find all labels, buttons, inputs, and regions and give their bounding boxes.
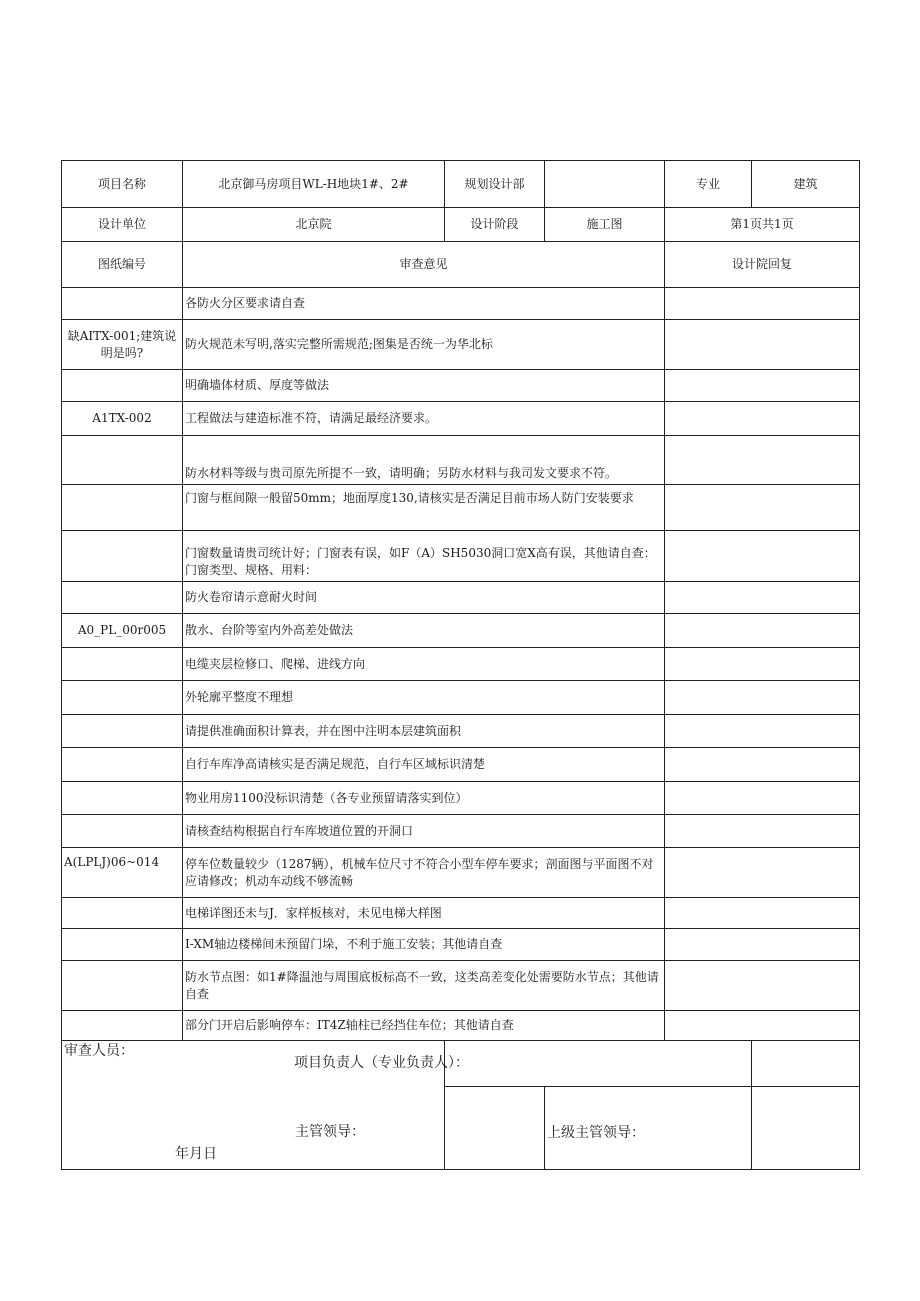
drawing-no-cell	[62, 681, 183, 715]
table-row	[62, 929, 860, 961]
signature-row-1	[62, 1041, 860, 1087]
table-row	[62, 402, 860, 436]
drawing-no-cell	[62, 485, 183, 531]
table-row	[62, 370, 860, 402]
drawing-no-cell	[62, 898, 183, 929]
reply-cell	[665, 531, 860, 582]
dept-label: 规划设计部	[445, 161, 545, 208]
drawing-no-cell	[62, 370, 183, 402]
reply-cell	[665, 929, 860, 961]
reply-cell	[665, 320, 860, 370]
design-unit-value: 北京院	[183, 208, 445, 242]
reviewer-label: 审查人员：	[64, 1043, 134, 1059]
col-reply: 设计院回复	[665, 242, 860, 288]
table-row	[62, 898, 860, 929]
drawing-no-cell: A0_PL_00r005	[62, 614, 183, 648]
design-review-table	[61, 160, 860, 1170]
drawing-no-cell	[62, 436, 183, 485]
opinion-cell: 门窗数量请贵司统计好；门窗表有误，如F（A）SH5030洞口宽X高有误，其他请自查：门窗类型、规格、用料：	[183, 531, 665, 582]
table-row	[62, 436, 860, 485]
opinion-cell: 防水节点图：如1#降温池与周围底板标高不一致，这类高差变化处需要防水节点；其他请自查	[183, 961, 665, 1011]
drawing-no-cell: A1TX-002	[62, 402, 183, 436]
opinion-cell: 物业用房1100没标识清楚（各专业预留请落实到位）	[183, 782, 665, 815]
opinion-cell: 部分门开启后影响停车：IT4Z轴柱已经挡住车位；其他请自查	[183, 1011, 665, 1041]
reply-cell	[665, 485, 860, 531]
project-lead-label: 项目负责人（专业负责人）：	[294, 1055, 469, 1071]
col-drawing-no: 图纸编号	[62, 242, 183, 288]
reply-cell	[665, 436, 860, 485]
opinion-cell: 外轮廓平整度不理想	[183, 681, 665, 715]
table-row	[62, 288, 860, 320]
opinion-cell: 工程做法与建造标准不符，请满足最经济要求。	[183, 402, 665, 436]
header-row-project	[62, 161, 860, 208]
opinion-cell: I-XM轴边楼梯间未预留门垛，不利于施工安装；其他请自查	[183, 929, 665, 961]
reply-cell	[665, 288, 860, 320]
discipline-label: 专业	[665, 161, 752, 208]
signature-box-2	[752, 1087, 860, 1170]
drawing-no-cell	[62, 582, 183, 614]
opinion-cell: 电梯详图还未与J．家样板核对，未见电梯大样图	[183, 898, 665, 929]
opinion-cell: 防火规范未写明,落实完整所需规范;图集是否统一为华北标	[183, 320, 665, 370]
opinion-cell: 停车位数量较少（1287辆），机械车位尺寸不符合小型车停车要求；剖面图与平面图不对应请修改；机动车动线不够流畅	[183, 848, 665, 898]
discipline-value: 建筑	[752, 161, 860, 208]
table-row	[62, 782, 860, 815]
reply-cell	[665, 648, 860, 681]
reply-cell	[665, 681, 860, 715]
table-row	[62, 1011, 860, 1041]
reply-cell	[665, 848, 860, 898]
table-row	[62, 320, 860, 370]
opinion-cell: 请提供准确面积计算表，并在图中注明本层建筑面积	[183, 715, 665, 748]
reply-cell	[665, 815, 860, 848]
table-row	[62, 848, 860, 898]
drawing-no-cell	[62, 782, 183, 815]
reply-cell	[665, 582, 860, 614]
drawing-no-cell	[62, 1011, 183, 1041]
opinion-cell: 明确墙体材质、厚度等做法	[183, 370, 665, 402]
project-name-label: 项目名称	[62, 161, 183, 208]
opinion-cell: 电缆夹层检修口、爬梯、进线方向	[183, 648, 665, 681]
opinion-cell: 请核查结构根据自行车库坡道位置的开洞口	[183, 815, 665, 848]
table-row	[62, 531, 860, 582]
col-review-opinion: 审查意见	[183, 242, 665, 288]
table-row	[62, 648, 860, 681]
project-lead-signature	[445, 1041, 752, 1087]
reviewer-section	[62, 1041, 469, 1170]
drawing-no-cell	[62, 815, 183, 848]
design-stage-label: 设计阶段	[445, 208, 545, 242]
table-row	[62, 582, 860, 614]
reply-cell	[665, 402, 860, 436]
page-info: 第1页共1页	[665, 208, 860, 242]
drawing-no-cell: A(LPLJ)06~014	[62, 848, 183, 898]
table-row	[62, 681, 860, 715]
table-row	[62, 961, 860, 1011]
drawing-no-cell	[62, 929, 183, 961]
supervisor-label: 主管领导：	[295, 1124, 365, 1140]
design-unit-label: 设计单位	[62, 208, 183, 242]
reply-cell	[665, 1011, 860, 1041]
design-stage-value: 施工图	[545, 208, 665, 242]
date-label: 年月日	[175, 1146, 217, 1162]
reply-cell	[665, 715, 860, 748]
project-name-value: 北京御马房项目WL-H地块1#、2#	[183, 161, 445, 208]
drawing-no-cell	[62, 961, 183, 1011]
senior-supervisor-cell	[545, 1087, 752, 1170]
drawing-no-cell	[62, 288, 183, 320]
header-row-unit	[62, 208, 860, 242]
senior-supervisor-label: 上级主管领导：	[547, 1124, 645, 1141]
opinion-cell: 门窗与框间隙一般留50mm；地面厚度130,请核实是否满足目前市场人防门安装要求	[183, 485, 665, 531]
column-header-row	[62, 242, 860, 288]
table-row	[62, 815, 860, 848]
drawing-no-cell: 缺AITX-001;建筑说明是吗?	[62, 320, 183, 370]
dept-value	[545, 161, 665, 208]
reply-cell	[665, 961, 860, 1011]
reply-cell	[665, 614, 860, 648]
opinion-cell: 各防火分区要求请自查	[183, 288, 665, 320]
opinion-cell: 自行车库净高请核实是否满足规范，自行车区域标识清楚	[183, 748, 665, 782]
drawing-no-cell	[62, 531, 183, 582]
drawing-no-cell	[62, 715, 183, 748]
drawing-no-cell	[62, 748, 183, 782]
reply-cell	[665, 782, 860, 815]
opinion-cell: 散水、台阶等室内外高差处做法	[183, 614, 665, 648]
table-row	[62, 748, 860, 782]
table-row	[62, 485, 860, 531]
reply-cell	[665, 748, 860, 782]
opinion-cell: 防火卷帘请示意耐火时间	[183, 582, 665, 614]
supervisor-cell	[445, 1087, 545, 1170]
signature-box-1	[752, 1041, 860, 1087]
opinion-cell: 防水材料等级与贵司原先所提不一致，请明确；另防水材料与我司发文要求不符。	[183, 436, 665, 485]
reply-cell	[665, 370, 860, 402]
table-row	[62, 614, 860, 648]
drawing-no-cell	[62, 648, 183, 681]
reply-cell	[665, 898, 860, 929]
table-row	[62, 715, 860, 748]
